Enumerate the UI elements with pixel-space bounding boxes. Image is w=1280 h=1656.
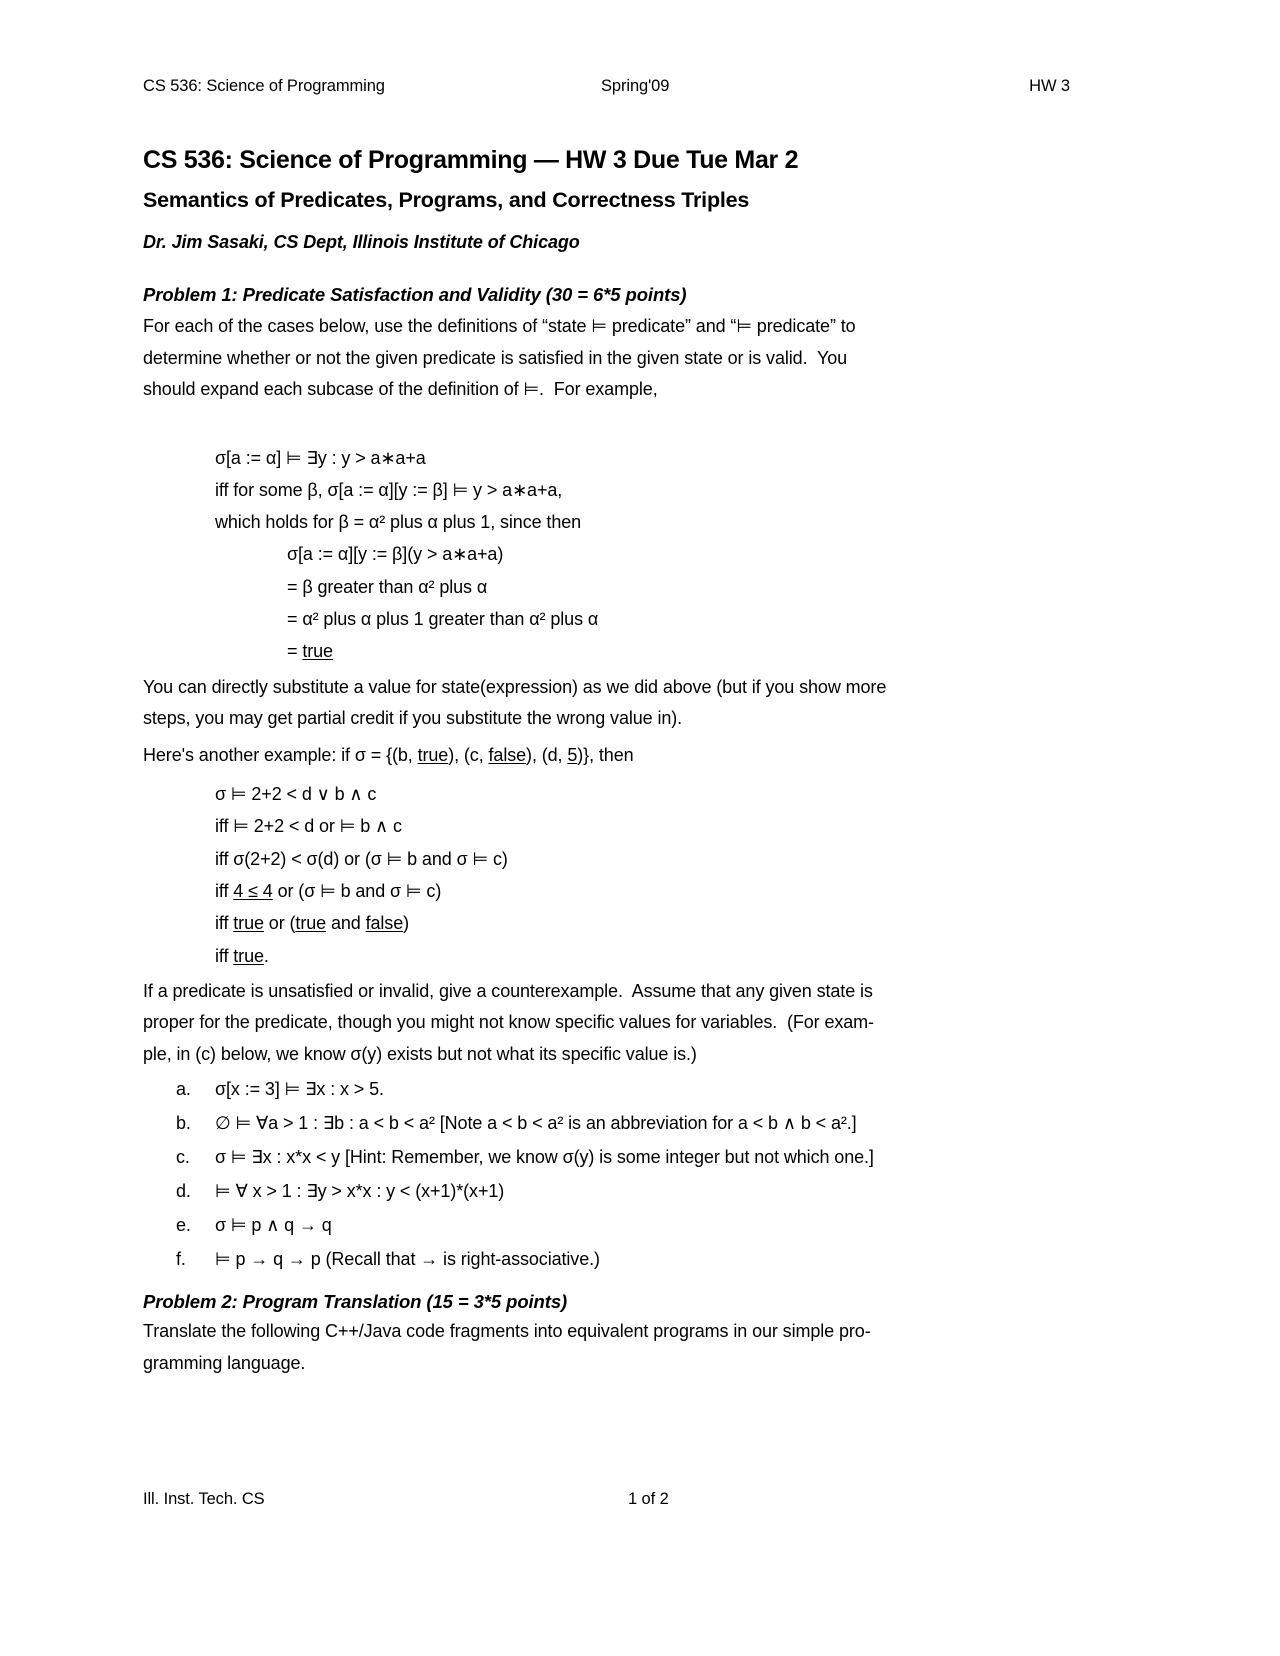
item-label: e.: [176, 1215, 191, 1236]
text-segment: = β greater than α² plus α: [287, 576, 488, 597]
math-line: [143, 506, 1070, 538]
doc-subtitle: Semantics of Predicates, Programs, and Correctness Triples: [143, 188, 750, 212]
math-line: [143, 875, 1070, 907]
math-line: [143, 940, 1070, 972]
example1-block: [143, 442, 1070, 668]
math-line: [143, 810, 1070, 842]
math-line: [143, 907, 1070, 939]
page-header: [143, 77, 1070, 97]
text-segment: σ ⊨ 2+2 < d ∨ b ∧ c: [215, 784, 377, 805]
text-segment: which holds for β = α² plus α plus 1, since then: [215, 512, 582, 533]
text-segment: =: [287, 641, 303, 662]
page-footer: [143, 1490, 1070, 1510]
text-segment: ), (d,: [526, 744, 568, 765]
item-label: d.: [176, 1181, 191, 1202]
list-item-e: [143, 1214, 1070, 1236]
text-line: proper for the predicate, though you might not know specific values for variables. (For exam-: [143, 1012, 874, 1033]
counterexample-paragraph: [143, 976, 1070, 1071]
item-text: ⊨ p → q → p (Recall that → is right-associative.): [215, 1249, 600, 1270]
list-item-f: [143, 1248, 1070, 1270]
item-text: ∅ ⊨ ∀a > 1 : ∃b : a < b < a² [Note a < b < a² is an abbreviation for a < b ∧ b < a².]: [215, 1113, 857, 1134]
text-segment: ): [403, 913, 410, 934]
text-segment: σ[a := α] ⊨ ∃y : y > a∗a+a: [215, 447, 426, 468]
doc-author: Dr. Jim Sasaki, CS Dept, Illinois Institute of Chicago: [143, 232, 580, 252]
text-segment: )}, then: [577, 744, 634, 765]
text-segment: iff: [215, 945, 234, 966]
text-line: should expand each subcase of the definition of ⊨. For example,: [143, 379, 658, 399]
substitution-note-paragraph: [143, 672, 1070, 735]
text-line: You can directly substitute a value for state(expression) as we did above (but if you show more: [143, 676, 887, 697]
footer-page-number: 1 of 2: [628, 1490, 669, 1508]
text-line: ple, in (c) below, we know σ(y) exists but not what its specific value is.): [143, 1043, 697, 1064]
item-text: σ ⊨ p ∧ q → q: [215, 1215, 332, 1236]
text-segment: iff ⊨ 2+2 < d or ⊨ b ∧ c: [215, 816, 402, 837]
header-term: Spring'09: [601, 77, 670, 95]
underlined-value: true: [233, 913, 264, 934]
text-segment: iff for some β, σ[a := α][y := β] ⊨ y > a∗a+a,: [215, 479, 563, 500]
example2-block: [143, 778, 1070, 972]
math-line: [143, 571, 1070, 603]
text-segment: Here's another example: if σ = {(b,: [143, 744, 418, 765]
problem1-case-list: [143, 1078, 1070, 1270]
underlined-value: 5: [567, 744, 578, 765]
text-segment: σ[a := α][y := β](y > a∗a+a): [287, 544, 504, 565]
text-line: [143, 740, 1070, 772]
text-segment: iff σ(2+2) < σ(d) or (σ ⊨ b and σ ⊨ c): [215, 848, 508, 869]
text-line: Translate the following C++/Java code fragments into equivalent programs in our simple pro-: [143, 1321, 871, 1342]
underlined-value: false: [488, 744, 527, 765]
underlined-value: true: [302, 641, 333, 662]
item-label: f.: [176, 1249, 186, 1270]
list-item-c: [143, 1146, 1070, 1168]
text-segment: ), (c,: [448, 744, 489, 765]
problem1-intro-paragraph: [143, 311, 1070, 406]
list-item-a: [143, 1078, 1070, 1100]
item-text: σ[x := 3] ⊨ ∃x : x > 5.: [215, 1079, 384, 1100]
item-text: σ ⊨ ∃x : x*x < y [Hint: Remember, we know σ(y) is some integer but not which one.]: [215, 1147, 874, 1168]
text-segment: and: [326, 913, 366, 934]
item-label: b.: [176, 1113, 191, 1134]
text-segment: iff: [215, 880, 234, 901]
doc-title: CS 536: Science of Programming — HW 3 Due Tue Mar 2: [143, 146, 799, 174]
item-label: a.: [176, 1079, 191, 1100]
text-line: determine whether or not the given predicate is satisfied in the given state or is valid. You: [143, 347, 848, 368]
math-line: [143, 635, 1070, 667]
problem2-heading: Problem 2: Program Translation (15 = 3*5 points): [143, 1291, 568, 1313]
list-item-b: [143, 1112, 1070, 1134]
item-text: ⊨ ∀ x > 1 : ∃y > x*x : y < (x+1)*(x+1): [215, 1181, 505, 1202]
list-item-d: [143, 1180, 1070, 1202]
text-line: gramming language.: [143, 1352, 306, 1373]
underlined-value: 4 ≤ 4: [233, 880, 273, 901]
underlined-value: true: [233, 945, 264, 966]
text-segment: = α² plus α plus 1 greater than α² plus α: [287, 608, 599, 629]
problem1-heading: Problem 1: Predicate Satisfaction and Validity (30 = 6*5 points): [143, 284, 687, 305]
math-line: [143, 778, 1070, 810]
text-line: steps, you may get partial credit if you substitute the wrong value in).: [143, 708, 683, 729]
text-segment: iff: [215, 913, 234, 934]
text-segment: or (σ ⊨ b and σ ⊨ c): [272, 880, 442, 901]
text-line: If a predicate is unsatisfied or invalid, give a counterexample. Assume that any given state is: [143, 980, 873, 1001]
underlined-value: true: [417, 744, 449, 765]
math-line: [143, 603, 1070, 635]
header-hw-number: HW 3: [1029, 77, 1070, 95]
math-line: [143, 843, 1070, 875]
problem2-body-paragraph: [143, 1316, 1070, 1379]
math-line: [143, 474, 1070, 506]
header-course: CS 536: Science of Programming: [143, 77, 385, 95]
footer-institution: Ill. Inst. Tech. CS: [143, 1490, 265, 1508]
example2-intro-line: [143, 740, 1070, 772]
text-segment: or (: [263, 913, 296, 934]
item-label: c.: [176, 1147, 190, 1168]
text-line: For each of the cases below, use the definitions of “state ⊨ predicate” and “⊨ predicate” to: [143, 316, 856, 336]
underlined-value: false: [365, 913, 404, 934]
underlined-value: true: [295, 913, 327, 934]
math-line: [143, 442, 1070, 474]
math-line: [143, 538, 1070, 570]
text-segment: .: [263, 945, 269, 966]
